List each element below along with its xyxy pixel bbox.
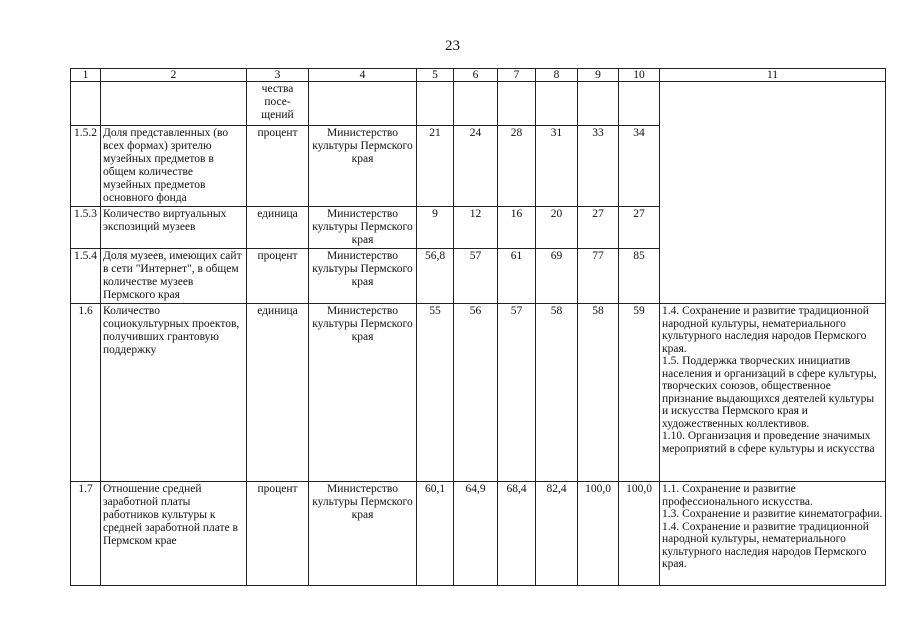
col-header: 9 bbox=[578, 69, 619, 82]
indicator-name: Доля музеев, имеющих сайт в сети "Интернет", в общем количестве музеев Пермского края bbox=[101, 249, 247, 304]
value-cell: 34 bbox=[619, 126, 660, 207]
unit-cell: процент bbox=[247, 482, 309, 586]
value-cell: 56 bbox=[454, 304, 498, 482]
page-number: 23 bbox=[445, 38, 460, 54]
unit-cell: чества посе- щений bbox=[247, 82, 309, 126]
value-cell: 21 bbox=[417, 126, 454, 207]
col-header: 10 bbox=[619, 69, 660, 82]
indicator-name: Доля представленных (во всех формах) зрителю музейных предметов в общем количестве музейных предметов основного фонда bbox=[101, 126, 247, 207]
value-cell: 100,0 bbox=[578, 482, 619, 586]
indicator-name: Количество виртуальных экспозиций музеев bbox=[101, 207, 247, 249]
col-header: 8 bbox=[536, 69, 578, 82]
table-row bbox=[71, 304, 886, 482]
col-header: 4 bbox=[309, 69, 417, 82]
value-cell: 82,4 bbox=[536, 482, 578, 586]
col-header: 7 bbox=[498, 69, 536, 82]
value-cell: 33 bbox=[578, 126, 619, 207]
value-cell: 28 bbox=[498, 126, 536, 207]
col-header: 3 bbox=[247, 69, 309, 82]
table-row bbox=[71, 82, 886, 126]
value-cell: 24 bbox=[454, 126, 498, 207]
value-cell: 56,8 bbox=[417, 249, 454, 304]
indicator-name: Отношение средней заработной платы работников культуры к средней заработной плате в Пермском крае bbox=[101, 482, 247, 586]
tasks-cell: 1.1. Сохранение и развитие профессионального искусства. 1.3. Сохранение и развитие кинематографии. 1.4. Сохранение и развитие традиционной народной культуры, нематериального культурного наследия народов Пермского края. bbox=[660, 482, 886, 586]
row-code: 1.5.2 bbox=[71, 126, 101, 207]
value-cell: 16 bbox=[498, 207, 536, 249]
unit-cell: процент bbox=[247, 126, 309, 207]
org-cell: Министерство культуры Пермского края bbox=[309, 482, 417, 586]
org-cell: Министерство культуры Пермского края bbox=[309, 207, 417, 249]
row-code: 1.5.3 bbox=[71, 207, 101, 249]
tasks-cell: 1.4. Сохранение и развитие традиционной народной культуры, нематериального культурного наследия народов Пермского края. 1.5. Поддержка творческих инициатив населения и организаций в сфере культуры, творческих союзов, общественное признание выдающихся деятелей культуры и искусства Пермского края и художественных коллективов. 1.10. Организация и проведение значимых мероприятий в сфере культуры и искусства bbox=[660, 304, 886, 482]
value-cell: 58 bbox=[536, 304, 578, 482]
value-cell: 27 bbox=[619, 207, 660, 249]
col-header: 1 bbox=[71, 69, 101, 82]
value-cell: 27 bbox=[578, 207, 619, 249]
value-cell: 77 bbox=[578, 249, 619, 304]
value-cell: 57 bbox=[498, 304, 536, 482]
unit-cell: процент bbox=[247, 249, 309, 304]
org-cell: Министерство культуры Пермского края bbox=[309, 304, 417, 482]
value-cell: 20 bbox=[536, 207, 578, 249]
value-cell: 60,1 bbox=[417, 482, 454, 586]
value-cell: 9 bbox=[417, 207, 454, 249]
org-cell: Министерство культуры Пермского края bbox=[309, 249, 417, 304]
value-cell: 59 bbox=[619, 304, 660, 482]
value-cell: 12 bbox=[454, 207, 498, 249]
value-cell: 100,0 bbox=[619, 482, 660, 586]
col-header: 5 bbox=[417, 69, 454, 82]
row-code: 1.7 bbox=[71, 482, 101, 586]
value-cell: 61 bbox=[498, 249, 536, 304]
row-code: 1.6 bbox=[71, 304, 101, 482]
column-number-row bbox=[71, 69, 886, 82]
table-row bbox=[71, 482, 886, 586]
value-cell: 85 bbox=[619, 249, 660, 304]
unit-cell: единица bbox=[247, 207, 309, 249]
value-cell: 57 bbox=[454, 249, 498, 304]
value-cell: 55 bbox=[417, 304, 454, 482]
tasks-cell bbox=[660, 82, 886, 304]
col-header: 11 bbox=[660, 69, 886, 82]
value-cell: 68,4 bbox=[498, 482, 536, 586]
org-cell: Министерство культуры Пермского края bbox=[309, 126, 417, 207]
value-cell: 64,9 bbox=[454, 482, 498, 586]
value-cell: 31 bbox=[536, 126, 578, 207]
value-cell: 69 bbox=[536, 249, 578, 304]
col-header: 2 bbox=[101, 69, 247, 82]
value-cell: 58 bbox=[578, 304, 619, 482]
indicator-name: Количество социокультурных проектов, получивших грантовую поддержку bbox=[101, 304, 247, 482]
indicators-table bbox=[70, 68, 886, 586]
row-code: 1.5.4 bbox=[71, 249, 101, 304]
unit-cell: единица bbox=[247, 304, 309, 482]
col-header: 6 bbox=[454, 69, 498, 82]
